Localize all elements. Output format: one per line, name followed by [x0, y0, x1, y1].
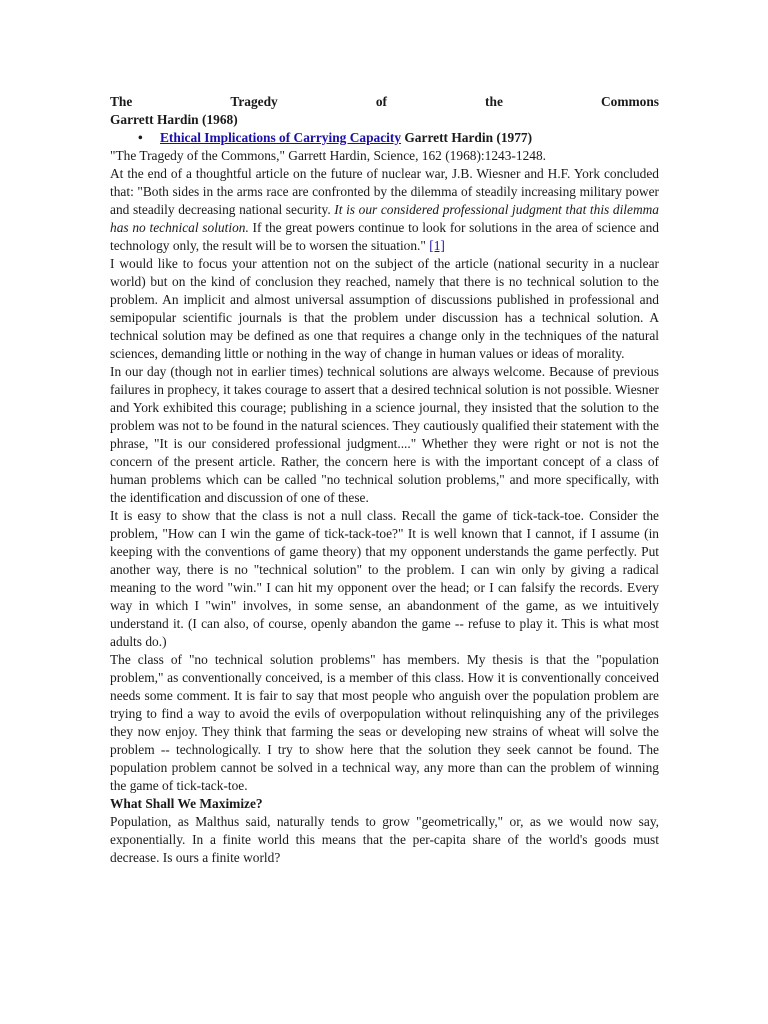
bullet-icon: •	[138, 130, 143, 145]
paragraph-5: The class of "no technical solution problems" has members. My thesis is that the "population problem," as conventionally conceived, is a member of this class. How it is conventionally conceived needs some comment. It is fair to say that most people who anguish over the population problem are trying to find a way to avoid the evils of overpopulation without relinquishing any of the privileges they now enjoy. They think that farming the seas or developing new strains of wheat will solve the problem -- technologically. I try to show here that the solution they seek cannot be found. The population problem cannot be solved in a technical way, any more than can the problem of winning the game of tick-tack-toe.	[110, 652, 659, 793]
paragraph-1-text: At the end of a thoughtful article on the future of nuclear war, J.B. Wiesner and H.F. York concluded that: "Both sides in the arms race are confronted by the dilemma of steadily increasing military power and steadily decreasing national security.	[110, 166, 659, 217]
paragraph-1-text-end: If the great powers continue to look for solutions in the area of science and technology only, the result will be to worsen the situation."	[110, 220, 659, 253]
title-word: The	[110, 94, 133, 109]
article-title	[110, 93, 659, 111]
section-heading: What Shall We Maximize?	[110, 796, 263, 811]
related-article-link[interactable]: Ethical Implications of Carrying Capacity	[160, 130, 402, 145]
paragraph-2: I would like to focus your attention not on the subject of the article (national security in a nuclear world) but on the kind of conclusion they reached, namely that there is no technical solution to the problem. An implicit and almost universal assumption of discussions published in professional and semipopular scientific journals is that the problem under discussion has a technical solution. A technical solution may be defined as one that requires a change only in the techniques of the natural sciences, demanding little or nothing in the way of change in human values or ideas of morality.	[110, 256, 659, 361]
footnote-link[interactable]: [1]	[429, 238, 445, 253]
related-article-item	[110, 129, 659, 147]
document-body	[110, 93, 659, 867]
paragraph-6: Population, as Malthus said, naturally tends to grow "geometrically," or, as we would now say, exponentially. In a finite world this means that the per-capita share of the world's goods must decrease. Is ours a finite world?	[110, 814, 659, 865]
paragraph-1	[110, 165, 659, 255]
title-word: of	[375, 94, 387, 109]
title-word: the	[485, 94, 503, 109]
article-author: Garrett Hardin (1968)	[110, 112, 238, 127]
citation: "The Tragedy of the Commons," Garrett Hardin, Science, 162 (1968):1243-1248.	[110, 148, 547, 163]
paragraph-3: In our day (though not in earlier times) technical solutions are always welcome. Because of previous failures in prophecy, it takes courage to assert that a desired technical solution is not possible. Wiesner and York exhibited this courage; publishing in a science journal, they insisted that the solution to the problem was not to be found in the natural sciences. They cautiously qualified their statement with the phrase, "It is our considered professional judgment...." Whether they were right or not is not the concern of the present article. Rather, the concern here is with the important concept of a class of human problems which can be called "no technical solution problems," and more specifically, with the identification and discussion of one of these.	[110, 364, 659, 505]
title-word: Commons	[600, 94, 659, 109]
title-word: Tragedy	[230, 94, 278, 109]
paragraph-4: It is easy to show that the class is not a null class. Recall the game of tick-tack-toe. Consider the problem, "How can I win the game of tick-tack-toe?" It is well known that I cannot, if I assume (in keeping with the conventions of game theory) that my opponent understands the game perfectly. Put another way, there is no "technical solution" to the problem. I can win only by giving a radical meaning to the word "win." I can hit my opponent over the head; or I can falsify the records. Every way in which I "win" involves, in some sense, an abandonment of the game, as we intuitively understand it. (I can also, of course, openly abandon the game -- refuse to play it. This is what most adults do.)	[110, 508, 659, 649]
paragraph-1-quote: It is our considered professional judgment that this dilemma has no technical solution.	[110, 202, 659, 235]
related-article-author: Garrett Hardin (1977)	[404, 130, 533, 145]
